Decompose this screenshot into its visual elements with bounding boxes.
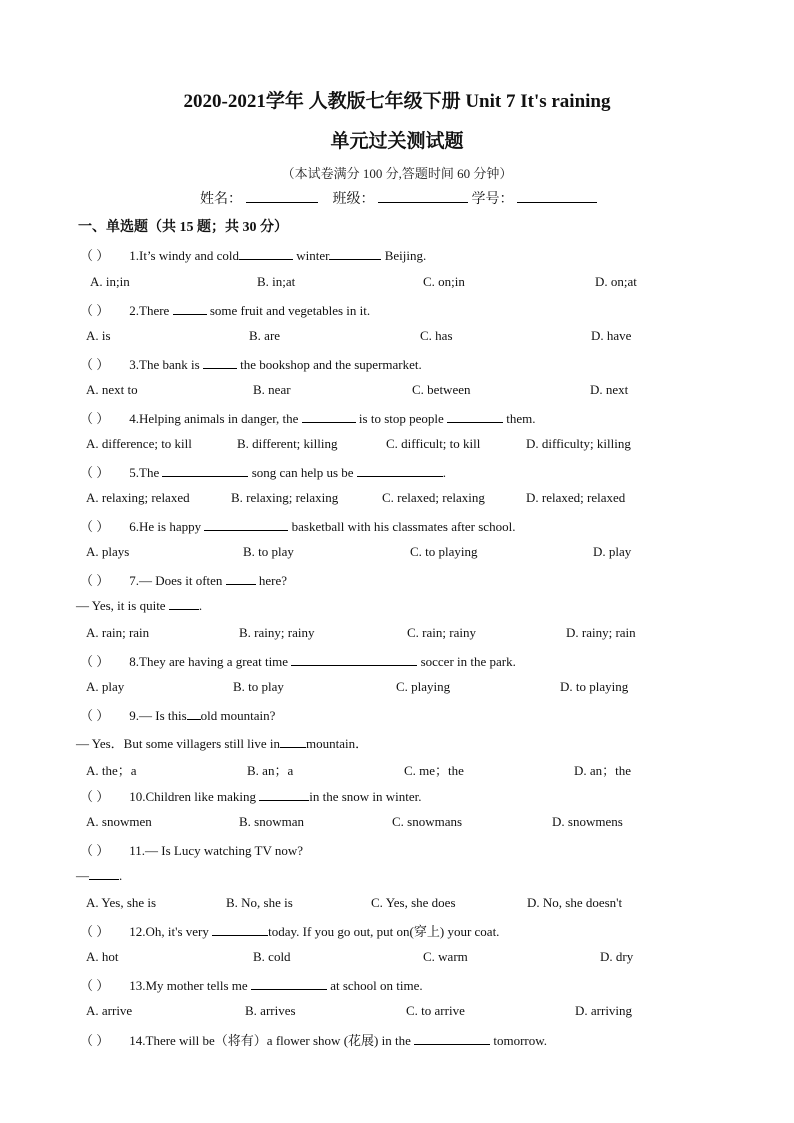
option-d: D. arriving xyxy=(575,1003,633,1018)
option-c: C. on;in xyxy=(423,274,465,289)
option-d: D. play xyxy=(593,544,632,559)
question-3 xyxy=(80,354,422,373)
answer-paren: （ ） xyxy=(80,978,110,993)
option-c: C. warm xyxy=(423,949,468,964)
option-b: B. an；a xyxy=(247,763,294,778)
option-c: C. rain; rainy xyxy=(407,625,476,640)
option-b: B. are xyxy=(249,328,281,343)
option-d: D. difficulty; killing xyxy=(526,436,631,451)
option-d: D. dry xyxy=(600,949,634,964)
option-b: B. No, she is xyxy=(226,895,293,910)
answer-paren: （ ） xyxy=(80,248,110,263)
question-text: 1.It’s windy and cold xyxy=(129,248,240,263)
answer-paren: （ ） xyxy=(80,789,110,804)
option-c: C. me；the xyxy=(404,763,464,778)
question-text: mountain． xyxy=(306,736,369,751)
option-d: D. have xyxy=(591,328,632,343)
question-text: 7.— Does it often xyxy=(129,573,226,588)
answer-blank xyxy=(259,789,309,801)
option-a: A. arrive xyxy=(86,1003,133,1018)
question-text: 8.They are having a great time xyxy=(129,654,292,669)
option-a: A. hot xyxy=(86,949,119,964)
answer-blank xyxy=(447,411,503,423)
option-d: D. rainy; rain xyxy=(566,625,636,640)
option-a: A. next to xyxy=(86,382,138,397)
question-text: 11.— Is Lucy watching TV now? xyxy=(129,843,304,858)
question-text: winter xyxy=(293,248,330,263)
option-a: A. Yes, she is xyxy=(86,895,157,910)
question-text: 2.There xyxy=(129,303,173,318)
answer-paren: （ ） xyxy=(80,843,110,858)
name-blank xyxy=(246,190,318,203)
question-text: in the snow in winter. xyxy=(309,789,422,804)
option-b: B. cold xyxy=(253,949,291,964)
question-7 xyxy=(80,570,287,589)
option-d: D. No, she doesn't xyxy=(527,895,623,910)
option-c: C. relaxed; relaxing xyxy=(382,490,485,505)
answer-paren: （ ） xyxy=(80,708,110,723)
class-label: 班级： xyxy=(332,192,375,207)
question-text: — xyxy=(76,868,89,883)
answer-blank xyxy=(169,598,199,610)
question-text: — Yes, it is quite xyxy=(76,598,169,613)
answer-blank xyxy=(280,736,306,748)
option-d: D. snowmens xyxy=(552,814,623,829)
option-d: D. to playing xyxy=(560,679,629,694)
question-2 xyxy=(80,300,370,319)
answer-paren: （ ） xyxy=(80,411,110,426)
option-b: B. to play xyxy=(243,544,294,559)
question-text: some fruit and vegetables in it. xyxy=(206,303,371,318)
option-b: B. arrives xyxy=(245,1003,296,1018)
question-text: . xyxy=(442,465,447,480)
document-title-line1: 2020-2021学年 人教版七年级下册 Unit 7 It's raining xyxy=(183,91,611,112)
option-c: C. snowmans xyxy=(392,814,463,829)
option-c: C. between xyxy=(412,382,471,397)
question-9-response xyxy=(76,733,368,752)
question-text: 9.— Is this xyxy=(129,708,187,723)
question-text: 6.He is happy xyxy=(129,519,205,534)
option-a: A. relaxing; relaxed xyxy=(86,490,190,505)
question-6 xyxy=(80,516,515,535)
question-11-response: — . xyxy=(76,868,123,883)
answer-blank xyxy=(357,465,443,477)
question-text: 10.Children like making xyxy=(129,789,260,804)
answer-paren: （ ） xyxy=(80,357,110,372)
option-a: A. snowmen xyxy=(86,814,152,829)
option-c: C. has xyxy=(420,328,453,343)
option-c: C. Yes, she does xyxy=(371,895,456,910)
answer-blank xyxy=(187,708,201,720)
option-b: B. near xyxy=(253,382,291,397)
question-text: 13.My mother tells me xyxy=(129,978,251,993)
option-a: A. the；a xyxy=(86,763,137,778)
option-b: B. relaxing; relaxing xyxy=(231,490,339,505)
exam-instructions: （本试卷满分 100 分,答题时间 60 分钟） xyxy=(281,166,513,181)
question-text: today. If you go out, put on(穿上) your coat. xyxy=(268,924,500,939)
class-blank xyxy=(378,190,468,203)
question-10 xyxy=(80,786,422,805)
question-13 xyxy=(80,975,423,994)
option-a: A. plays xyxy=(86,544,130,559)
answer-blank xyxy=(414,1033,490,1045)
answer-paren: （ ） xyxy=(80,303,110,318)
question-9 xyxy=(80,705,275,724)
question-text: Beijing. xyxy=(381,248,427,263)
answer-blank xyxy=(251,978,327,990)
option-c: C. difficult; to kill xyxy=(386,436,481,451)
question-text: tomorrow. xyxy=(490,1033,548,1048)
answer-blank xyxy=(302,411,356,423)
option-c: C. to playing xyxy=(410,544,478,559)
answer-paren: （ ） xyxy=(80,519,110,534)
option-c: C. playing xyxy=(396,679,451,694)
option-a: A. rain; rain xyxy=(86,625,150,640)
option-d: D. next xyxy=(590,382,629,397)
question-12 xyxy=(80,921,499,940)
option-a: A. is xyxy=(86,328,111,343)
option-a: A. difference; to kill xyxy=(86,436,192,451)
section-title: 一、单选题（共 15 题；共 30 分） xyxy=(78,220,288,235)
answer-blank xyxy=(291,654,417,666)
question-text: here? xyxy=(255,573,288,588)
answer-paren: （ ） xyxy=(80,573,110,588)
option-a: A. in;in xyxy=(90,274,130,289)
question-text: basketball with his classmates after school. xyxy=(288,519,516,534)
answer-blank xyxy=(89,868,119,880)
answer-paren: （ ） xyxy=(80,924,110,939)
option-b: B. different; killing xyxy=(237,436,338,451)
question-8 xyxy=(80,651,516,670)
name-label: 姓名： xyxy=(200,192,242,207)
question-text: is to stop people xyxy=(355,411,448,426)
question-4 xyxy=(80,408,536,427)
question-text: 12.Oh, it's very xyxy=(129,924,213,939)
number-label: 学号： xyxy=(471,192,514,207)
answer-paren: （ ） xyxy=(80,465,110,480)
answer-paren: （ ） xyxy=(80,654,110,669)
answer-blank xyxy=(162,465,248,477)
question-7-response: — Yes, it is quite . xyxy=(76,598,203,613)
question-text: 14.There will be（将有）a flower show (花展) in the xyxy=(129,1033,415,1048)
document-title-line2: 单元过关测试题 xyxy=(330,131,464,152)
option-b: B. rainy; rainy xyxy=(239,625,315,640)
option-b: B. to play xyxy=(233,679,284,694)
answer-blank xyxy=(212,924,268,936)
question-text: 4.Helping animals in danger, the xyxy=(129,411,302,426)
question-text: old mountain? xyxy=(200,708,276,723)
question-text: 3.The bank is xyxy=(129,357,203,372)
answer-blank xyxy=(226,573,256,585)
option-a: A. play xyxy=(86,679,125,694)
question-text: 5.The xyxy=(129,465,163,480)
option-b: B. snowman xyxy=(239,814,304,829)
option-d: D. an；the xyxy=(574,763,632,778)
option-b: B. in;at xyxy=(257,274,296,289)
number-blank xyxy=(517,190,597,203)
question-5 xyxy=(80,462,446,481)
question-text: song can help us be xyxy=(248,465,357,480)
answer-blank xyxy=(173,303,207,315)
answer-paren: （ ） xyxy=(80,1033,110,1048)
question-14 xyxy=(80,1030,547,1049)
question-text: the bookshop and the supermarket. xyxy=(236,357,422,372)
question-text: them. xyxy=(503,411,536,426)
question-text: soccer in the park. xyxy=(417,654,516,669)
student-info-row xyxy=(200,188,597,208)
option-c: C. to arrive xyxy=(406,1003,465,1018)
question-text: — Yes．But some villagers still live in xyxy=(76,736,281,751)
answer-blank xyxy=(239,248,293,260)
question-text: at school on time. xyxy=(326,978,423,993)
question-1 xyxy=(80,245,426,264)
option-d: D. on;at xyxy=(595,274,637,289)
answer-blank xyxy=(203,357,237,369)
answer-blank xyxy=(204,519,288,531)
question-11 xyxy=(80,840,303,859)
option-d: D. relaxed; relaxed xyxy=(526,490,626,505)
answer-blank xyxy=(329,248,381,260)
